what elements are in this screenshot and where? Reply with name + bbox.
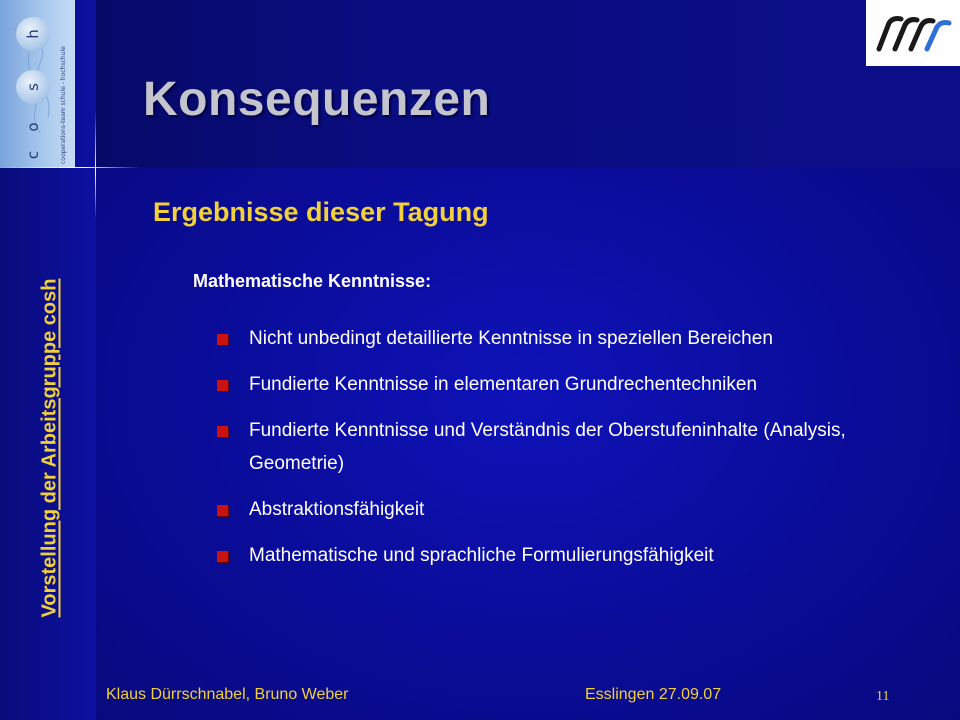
square-bullet-icon xyxy=(217,551,228,562)
square-bullet-icon xyxy=(217,334,228,345)
decor-line-vertical xyxy=(95,110,96,220)
decor-line-horizontal xyxy=(0,167,140,168)
slide-title: Konsequenzen xyxy=(143,73,491,126)
cosh-letter-c: c xyxy=(24,150,42,160)
bullet-text: Fundierte Kenntnisse und Verständnis der Oberstufeninhalte (Analysis, Geometrie) xyxy=(249,420,846,474)
institution-logo-graphic xyxy=(873,13,953,53)
cosh-letter-h: h xyxy=(23,29,42,39)
bullet-text: Abstraktionsfähigkeit xyxy=(249,499,425,520)
bullet-item xyxy=(217,414,937,480)
footer-location-date: Esslingen 27.09.07 xyxy=(585,686,722,703)
square-bullet-icon xyxy=(217,380,228,391)
footer-authors: Klaus Dürrschnabel, Bruno Weber xyxy=(106,686,349,703)
bullet-list xyxy=(217,322,937,585)
bullet-item xyxy=(217,368,937,401)
bullet-item xyxy=(217,539,937,572)
cosh-letter-o: o xyxy=(24,122,42,132)
cosh-logo xyxy=(0,0,75,168)
bullet-item xyxy=(217,322,937,355)
cosh-tagline: cooperations-team schule - hochschule xyxy=(60,46,67,164)
section-heading: Mathematische Kenntnisse: xyxy=(193,271,432,291)
cosh-circle-h xyxy=(16,17,50,51)
page-number: 11 xyxy=(876,689,890,704)
cosh-circle-s xyxy=(16,70,50,104)
slide-subtitle: Ergebnisse dieser Tagung xyxy=(153,197,489,227)
bullet-text: Fundierte Kenntnisse in elementaren Grundrechentechniken xyxy=(249,374,758,395)
square-bullet-icon xyxy=(217,426,228,437)
bullet-item xyxy=(217,493,937,526)
bullet-text: Mathematische und sprachliche Formulierungsfähigkeit xyxy=(249,545,714,566)
institution-logo-icon xyxy=(866,0,960,66)
sidebar-vertical-label: Vorstellung der Arbeitsgruppe cosh xyxy=(38,278,61,618)
square-bullet-icon xyxy=(217,505,228,516)
cosh-letter-s: s xyxy=(23,83,42,91)
bullet-text: Nicht unbedingt detaillierte Kenntnisse in speziellen Bereichen xyxy=(249,328,773,349)
